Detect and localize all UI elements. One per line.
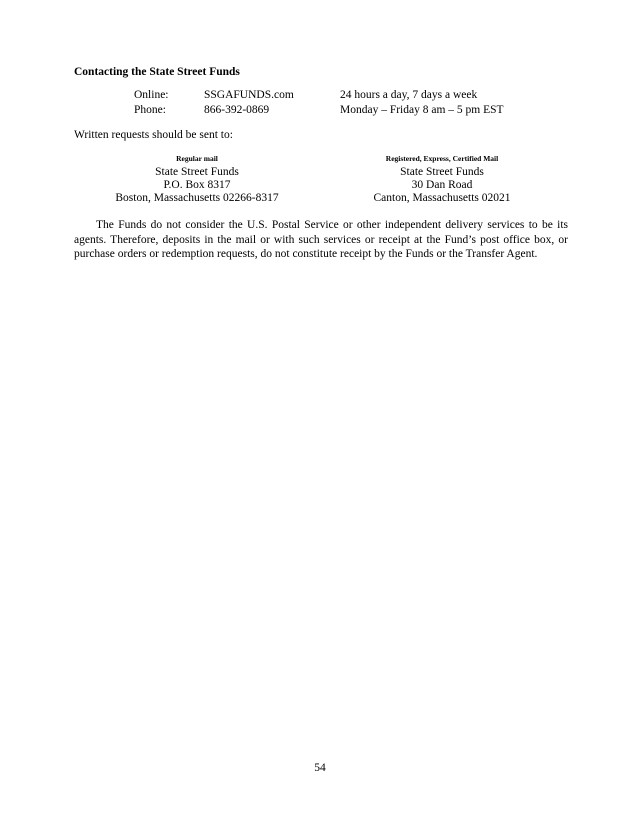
written-requests-text: Written requests should be sent to: — [74, 129, 233, 141]
express-mail-address — [322, 154, 562, 205]
address-line: State Street Funds — [400, 166, 484, 178]
contact-row-online — [134, 88, 540, 103]
contact-value: SSGAFUNDS.com — [204, 89, 294, 101]
regular-mail-address — [77, 154, 317, 205]
address-line: State Street Funds — [155, 166, 239, 178]
contact-label: Online: — [134, 89, 169, 101]
section-heading: Contacting the State Street Funds — [74, 66, 240, 78]
contact-table — [134, 88, 540, 118]
address-line: Canton, Massachusetts 02021 — [373, 192, 511, 204]
address-title: Registered, Express, Certified Mail — [385, 154, 499, 163]
contact-hours: Monday – Friday 8 am – 5 pm EST — [340, 104, 504, 116]
address-line: Boston, Massachusetts 02266-8317 — [115, 192, 279, 204]
contact-hours: 24 hours a day, 7 days a week — [340, 89, 478, 101]
page-number: 54 — [314, 762, 326, 774]
contact-row-phone — [134, 103, 540, 118]
address-title: Regular mail — [176, 154, 218, 163]
body-paragraph: The Funds do not consider the U.S. Postal Service or other independent delivery services to be its agents. Therefore, deposits in the mail or with such services or receipt at the Fund’s post office box, or purchase orders or redemption requests, do not constitute receipt by the Funds or the Transfer Agent. — [74, 219, 568, 260]
contact-value: 866-392-0869 — [204, 104, 270, 116]
address-line: 30 Dan Road — [411, 179, 473, 191]
contact-label: Phone: — [134, 104, 166, 116]
address-line: P.O. Box 8317 — [163, 179, 231, 191]
